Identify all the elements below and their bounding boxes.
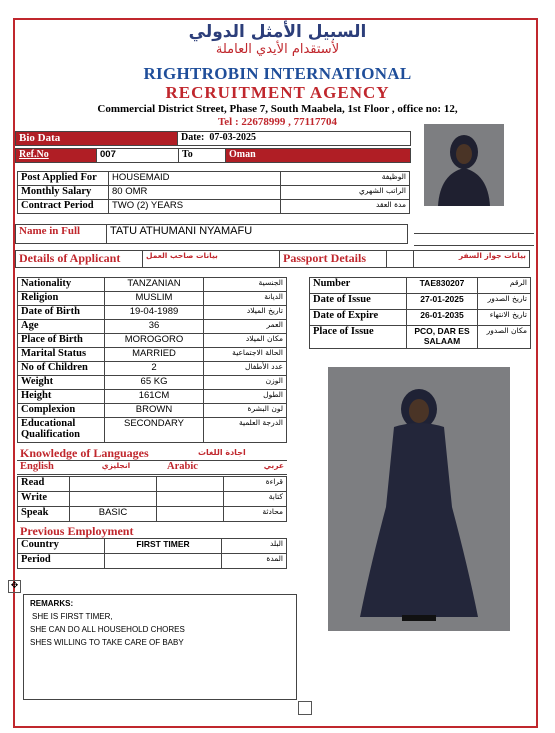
- to-label: To: [179, 149, 226, 163]
- table-row: Date of Issue 27-01-2025 تاريخ الصدور: [310, 294, 531, 310]
- to-value: Oman: [226, 149, 411, 163]
- table-row: Educational Qualification SECONDARY الدرجة العلمية: [18, 418, 287, 443]
- languages-table: [17, 460, 287, 475]
- table-row: Marital Status MARRIED الحالة الاجتماعية: [18, 348, 287, 362]
- post-table: [17, 171, 410, 214]
- contract-value: TWO (2) YEARS: [109, 200, 281, 214]
- salary-label: Monthly Salary: [18, 186, 109, 200]
- passport-section-title: Passport Details: [280, 251, 387, 268]
- ref-table: [15, 148, 411, 163]
- table-row: Nationality TANZANIAN الجنسية: [18, 278, 287, 292]
- salary-value: 80 OMR: [109, 186, 281, 200]
- table-row: Height 161CM الطول: [18, 390, 287, 404]
- company-subtitle: RECRUITMENT AGENCY: [165, 83, 390, 102]
- applicant-photo-full: [328, 367, 510, 631]
- remarks-line: SHE IS FIRST TIMER,: [32, 612, 113, 621]
- remarks-box: [23, 594, 297, 700]
- contract-ar: مدة العقد: [281, 200, 410, 214]
- remarks-line: SHE CAN DO ALL HOUSEHOLD CHORES: [30, 625, 185, 634]
- post-value: HOUSEMAID: [109, 172, 281, 186]
- date-cell: [178, 132, 411, 146]
- table-row: Read قراءة: [18, 477, 287, 492]
- applicant-section-ar: بيانات صاحب العمل: [143, 251, 280, 268]
- date-value: 07-03-2025: [209, 132, 256, 143]
- table-row: Number TAE830207 الرقم: [310, 278, 531, 294]
- table-row: Country FIRST TIMER البلد: [18, 539, 287, 554]
- divider-line: [414, 245, 534, 246]
- applicant-section-title: Details of Applicant: [16, 251, 143, 268]
- post-label: Post Applied For: [18, 172, 109, 186]
- bio-data-label: Bio Data: [16, 132, 178, 146]
- passport-table: [309, 277, 531, 349]
- table-row: Weight 65 KG الوزن: [18, 376, 287, 390]
- contract-label: Contract Period: [18, 200, 109, 214]
- table-row: Speak BASIC محادثة: [18, 507, 287, 522]
- details-table: [17, 277, 287, 443]
- languages-title-ar: اجادة اللغات: [198, 448, 246, 457]
- ref-label: Ref.No: [16, 149, 97, 163]
- resize-handle[interactable]: [298, 701, 312, 715]
- arabic-subtitle: لأستقدام الأيدي العاملة: [215, 42, 340, 57]
- table-row: Place of Birth MOROGORO مكان الميلاد: [18, 334, 287, 348]
- move-handle-icon[interactable]: ✥: [8, 580, 21, 593]
- employment-table: [17, 538, 287, 569]
- table-row: Date of Birth 19-04-1989 تاريخ الميلاد: [18, 306, 287, 320]
- salary-ar: الراتب الشهري: [281, 186, 410, 200]
- remarks-title: REMARKS:: [30, 599, 74, 608]
- company-tel: Tel : 22678999 , 77117704: [217, 116, 338, 128]
- remarks-line: SHES WILLING TO TAKE CARE OF BABY: [30, 638, 184, 647]
- languages-title: Knowledge of Languages: [20, 446, 149, 460]
- table-row: Age 36 العمر: [18, 320, 287, 334]
- company-name: RIGHTROBIN INTERNATIONAL: [143, 64, 412, 83]
- name-value: TATU ATHUMANI NYAMAFU: [107, 225, 408, 244]
- table-row: No of Children 2 عدد الأطفال: [18, 362, 287, 376]
- employment-title: Previous Employment: [20, 524, 134, 538]
- applicant-photo-small: [424, 124, 504, 206]
- empty-cell: [387, 251, 414, 268]
- bio-header-table: [15, 131, 411, 146]
- passport-section-ar: بيانات جواز السفر: [414, 251, 530, 268]
- table-row: Place of Issue PCO, DAR ES SALAAM مكان الصدور: [310, 326, 531, 349]
- table-row: Religion MUSLIM الديانة: [18, 292, 287, 306]
- name-table: [15, 224, 408, 244]
- section-header-table: [15, 250, 530, 268]
- languages-skill-table: [17, 476, 287, 522]
- table-row: Write كتابة: [18, 492, 287, 507]
- divider-line: [414, 233, 534, 234]
- table-row: Period المدة: [18, 554, 287, 569]
- arabic-company-name: السبيل الأمثل الدولي: [188, 22, 367, 42]
- ref-value: 007: [97, 149, 179, 163]
- table-row: Date of Expire 26-01-2035 تاريخ الانتهاء: [310, 310, 531, 326]
- date-label: Date:: [181, 132, 205, 143]
- post-ar: الوظيفة: [281, 172, 410, 186]
- table-row: Complexion BROWN لون البشرة: [18, 404, 287, 418]
- company-address: Commercial District Street, Phase 7, South Maabela, 1st Floor , office no: 12,: [97, 103, 458, 115]
- table-row: English انجليزي Arabic عربي: [17, 461, 287, 475]
- name-label: Name in Full: [16, 225, 107, 244]
